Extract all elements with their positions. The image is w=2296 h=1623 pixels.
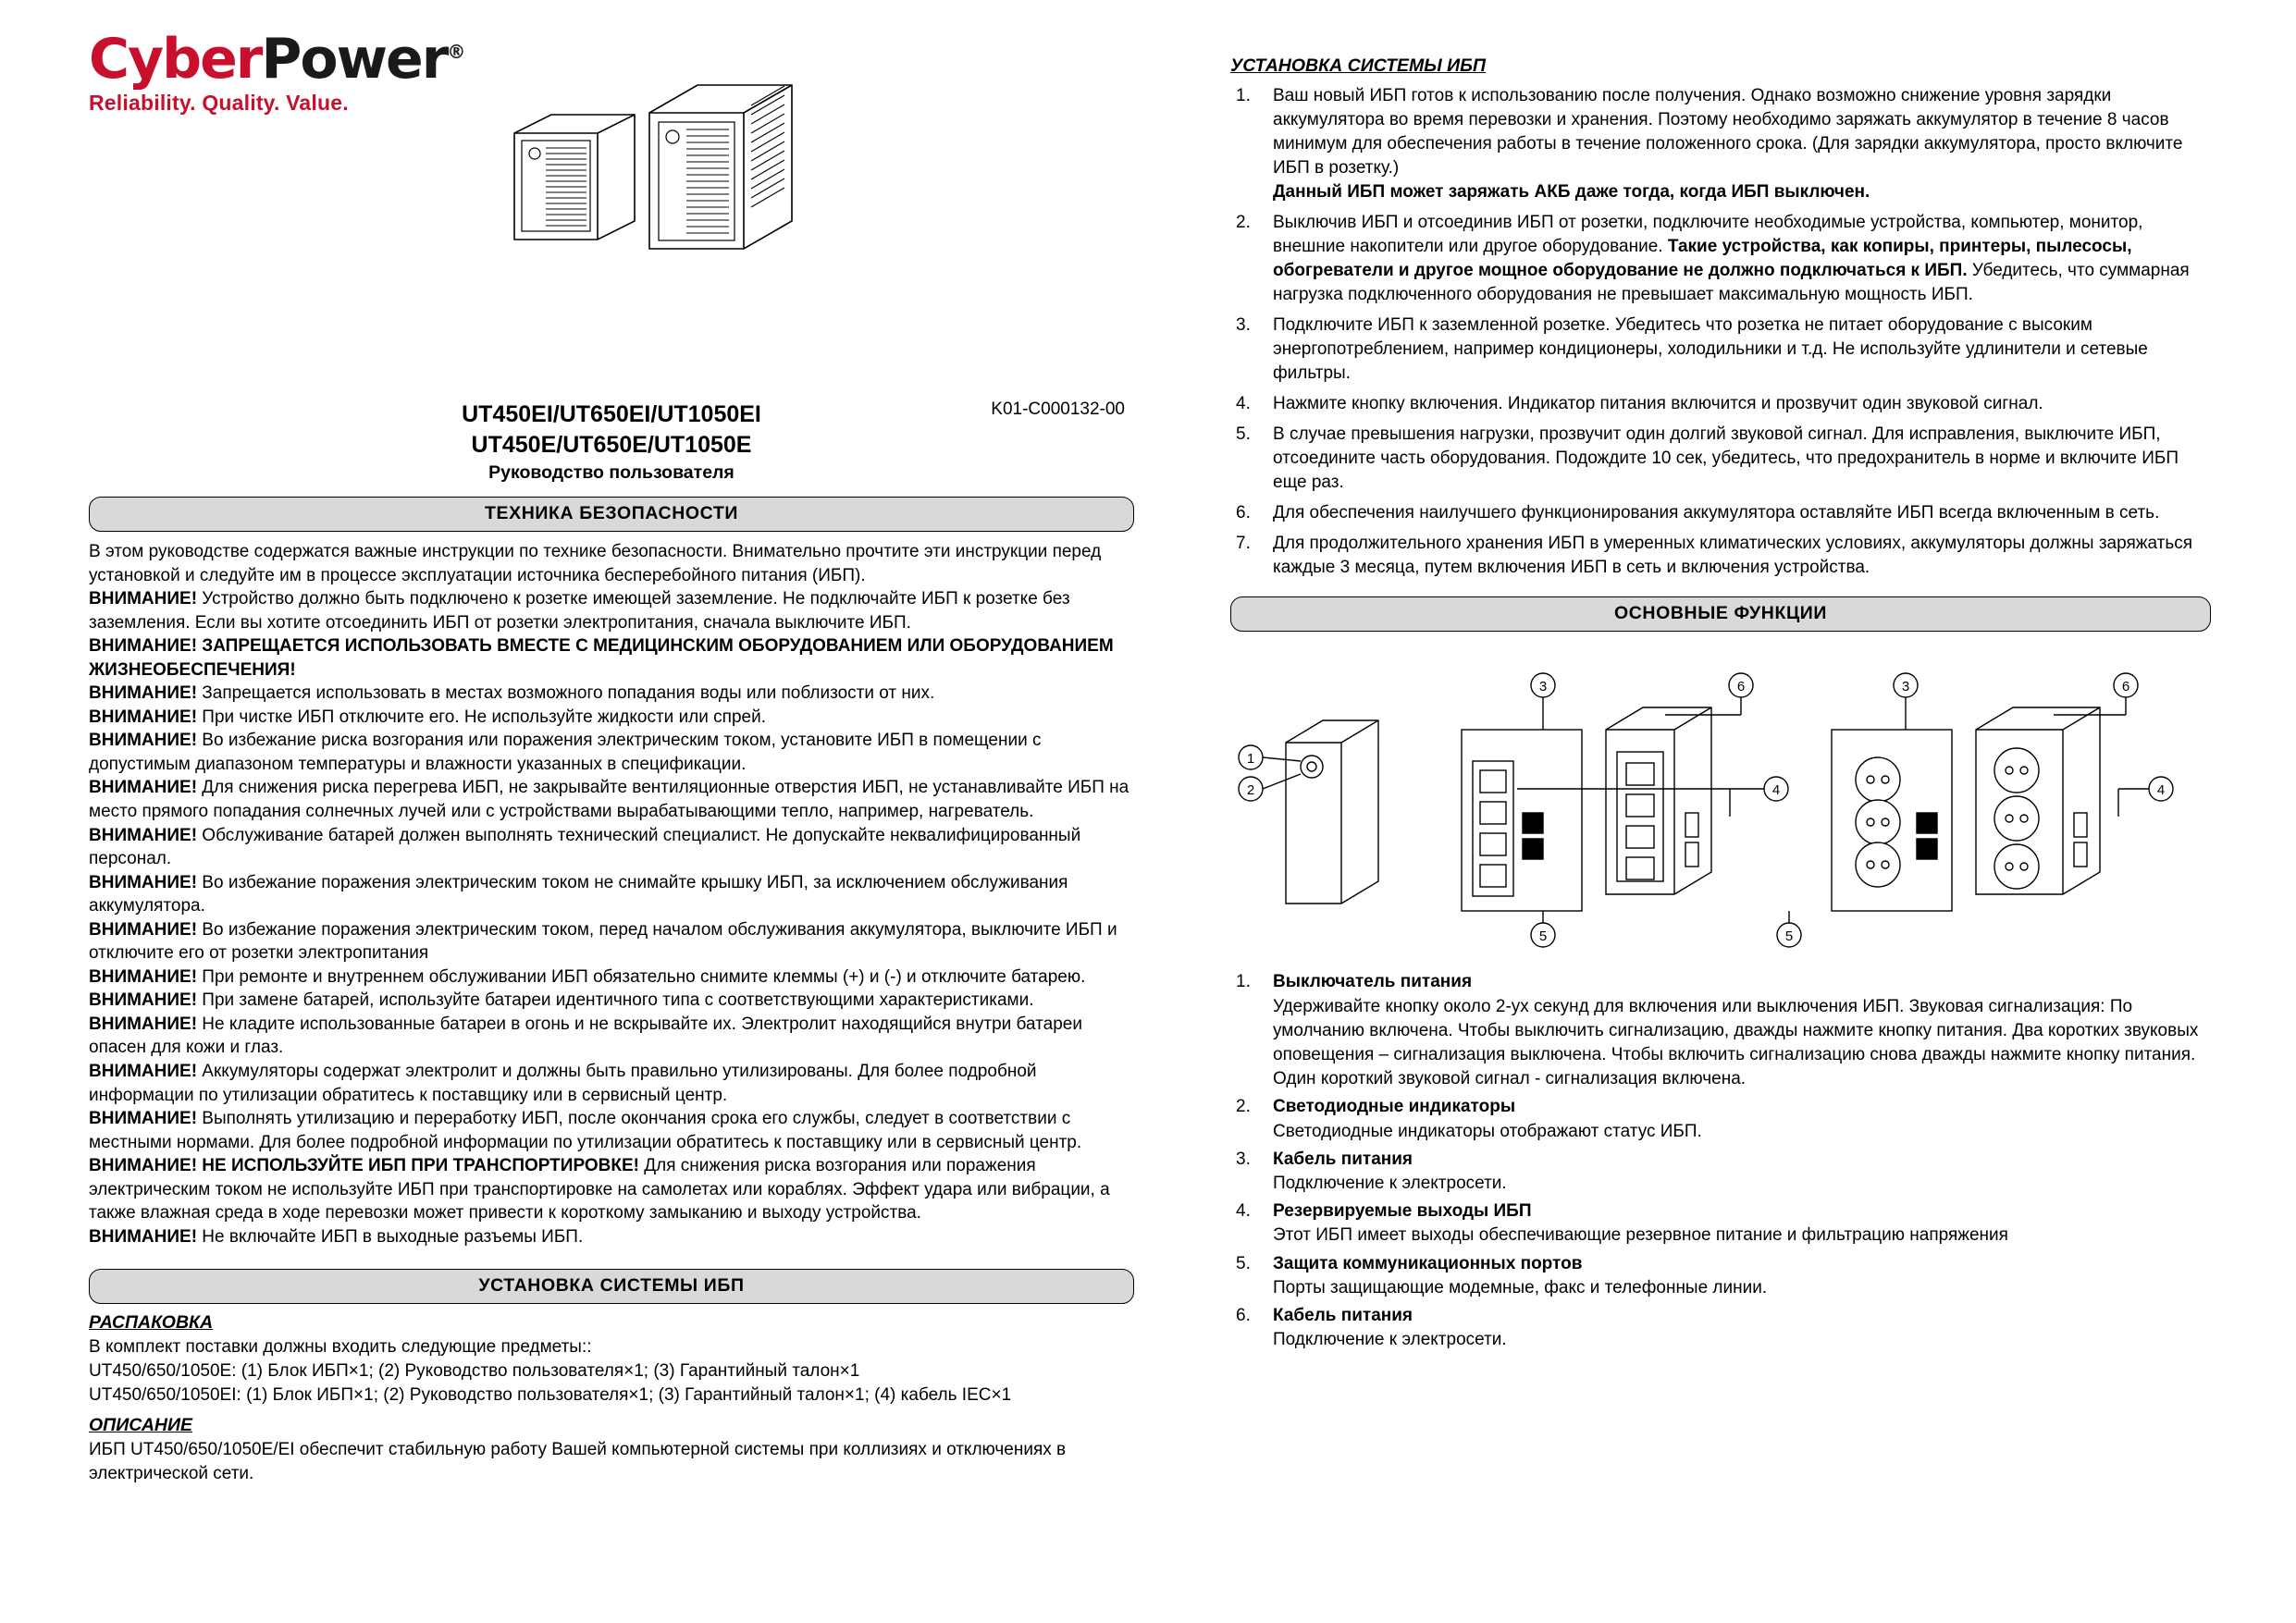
safety-paragraph-13	[89, 1013, 1134, 1060]
list-item	[1230, 1252, 2211, 1300]
feature-title: Светодиодные индикаторы	[1273, 1097, 1516, 1117]
safety-paragraph-16	[89, 1154, 1134, 1225]
safety-paragraph-15	[89, 1107, 1134, 1154]
svg-text:6: 6	[1736, 679, 1746, 695]
svg-text:4: 4	[2156, 782, 2166, 799]
step-text: Подключите ИБП к заземленной розетке. Убедитесь что розетка не питает оборудование с высоким энергопотреблением, например кондиционеры, холодильники и т.д. Не используйте удлинители и сетевые фильтры.	[1273, 315, 2148, 384]
safety-paragraph-3: ВНИМАНИЕ! ЗАПРЕЩАЕТСЯ ИСПОЛЬЗОВАТЬ ВМЕСТЕ С МЕДИЦИНСКИМ ОБОРУДОВАНИЕМ ИЛИ ОБОРУДОВАНИЕМ ЖИЗНЕОБЕСПЕЧЕНИЯ!	[89, 636, 1114, 680]
safety-paragraph-2-text: Устройство должно быть подключено к розетке имеющей заземление. Не подключайте ИБП к розетке без заземления. Если вы хотите отсоединить ИБП от розетки электропитания, сначала выключите ИБП.	[89, 589, 1070, 633]
step-text: В случае превышения нагрузки, прозвучит один долгий звуковой сигнал. Для исправления, выключите ИБП, отсоедините часть оборудования. Подождите 10 сек, убедитесь, что предохранитель в норме и включите ИБП еще раз.	[1273, 424, 2179, 493]
safety-paragraph-10	[89, 918, 1134, 965]
warning-label: ВНИМАНИЕ!	[89, 1062, 198, 1082]
feature-body: Порты защищающие модемные, факс и телефонные линии.	[1273, 1277, 1768, 1297]
ups-panels-diagram	[1230, 641, 2211, 965]
feature-body: Светодиодные индикаторы отображают статус ИБП.	[1273, 1121, 1702, 1141]
safety-paragraph-7	[89, 776, 1134, 823]
safety-paragraph-4	[89, 682, 1134, 706]
safety-paragraph-11	[89, 965, 1134, 990]
feature-number: 6.	[1236, 1306, 1251, 1326]
safety-text-block	[89, 540, 1134, 1248]
feature-number: 2.	[1236, 1097, 1251, 1117]
safety-paragraph-17-text: Не включайте ИБП в выходные разъемы ИБП.	[197, 1226, 584, 1247]
left-column	[89, 27, 1134, 1485]
section-header-installation-right: УСТАНОВКА СИСТЕМЫ ИБП	[1230, 55, 1486, 76]
unpacking-list-e: UT450/650/1050E: (1) Блок ИБП×1; (2) Руководство пользователя×1; (3) Гарантийный талон×1	[89, 1360, 860, 1381]
unpacking-list-ei: UT450/650/1050EI: (1) Блок ИБП×1; (2) Руководство пользователя×1; (3) Гарантийный талон×1; (4) кабель IEC×1	[89, 1384, 1012, 1405]
step-number: 4.	[1236, 394, 1251, 414]
step-bold-mid: Такие устройства, как копиры, принтеры, пылесосы, обогреватели и другое мощное оборудование не должно подключаться к ИБП.	[1273, 237, 2132, 281]
safety-paragraph-8	[89, 824, 1134, 871]
feature-title: Кабель питания	[1273, 1306, 1413, 1326]
warning-label: ВНИМАНИЕ!	[89, 919, 198, 940]
svg-text:3: 3	[1538, 679, 1548, 695]
safety-paragraph-9-text: Во избежание поражения электрическим током не снимайте крышку ИБП, за исключением обслуживания аккумулятора.	[89, 872, 1068, 916]
step-number: 3.	[1236, 315, 1251, 336]
logo-cyber-text: Cyber	[89, 27, 262, 92]
feature-number: 3.	[1236, 1149, 1251, 1169]
document-code: K01-C000132-00	[991, 400, 1125, 419]
step-text: Нажмите кнопку включения. Индикатор питания включится и прозвучит один звуковой сигнал.	[1273, 394, 2043, 414]
safety-paragraph-17	[89, 1225, 1134, 1249]
feature-body: Подключение к электросети.	[1273, 1330, 1507, 1350]
ups-product-illustration	[487, 68, 875, 300]
step-text: Для обеспечения наилучшего функционирования аккумулятора оставляйте ИБП всегда включенным в сеть.	[1273, 503, 2160, 523]
model-line-ei: UT450EI/UT650EI/UT1050EI	[462, 401, 761, 427]
warning-label: ВНИМАНИЕ!	[89, 966, 198, 987]
warning-label-transport: ВНИМАНИЕ! НЕ ИСПОЛЬЗУЙТЕ ИБП ПРИ ТРАНСПОРТИРОВКЕ!	[89, 1156, 639, 1176]
installation-steps-list	[1230, 84, 2211, 580]
logo-tagline: Reliability. Quality. Value.	[89, 91, 349, 115]
step-number: 2.	[1236, 213, 1251, 233]
step-text-2: Убедитесь, что суммарная нагрузка подключенного оборудования не превышает максимальную мощность ИБП.	[1273, 261, 2190, 305]
list-item	[1230, 532, 2211, 580]
safety-paragraph-14	[89, 1060, 1134, 1107]
subsection-unpacking: РАСПАКОВКА	[89, 1312, 214, 1334]
ups-units-drawing	[487, 68, 875, 300]
subsection-description: ОПИСАНИЕ	[89, 1415, 193, 1436]
logo-power-text: Power	[261, 27, 448, 92]
model-line-e: UT450E/UT650E/UT1050E	[471, 432, 752, 458]
warning-label: ВНИМАНИЕ!	[89, 990, 198, 1011]
safety-paragraph-6	[89, 729, 1134, 776]
safety-paragraph-1: В этом руководстве содержатся важные инструкции по технике безопасности. Внимательно прочтите эти инструкции перед установкой и следуйте им в процессе эксплуатации источника бесперебойного питания (ИБП).	[89, 542, 1102, 585]
step-number: 1.	[1236, 86, 1251, 105]
safety-paragraph-11-text: При ремонте и внутреннем обслуживании ИБП обязательно снимите клеммы (+) и (-) и отключите батарею.	[197, 966, 1086, 987]
unpacking-intro: В комплект поставки должны входить следующие предметы::	[89, 1337, 592, 1358]
step-number: 7.	[1236, 534, 1251, 554]
safety-paragraph-5-text: При чистке ИБП отключите его. Не используйте жидкости или спрей.	[197, 707, 766, 727]
list-item	[1230, 211, 2211, 307]
list-item	[1230, 423, 2211, 495]
svg-text:5: 5	[1538, 928, 1548, 945]
feature-body: Этот ИБП имеет выходы обеспечивающие резервное питание и фильтрацию напряжения	[1273, 1225, 2008, 1246]
section-header-installation-left: УСТАНОВКА СИСТЕМЫ ИБП	[89, 1269, 1134, 1304]
warning-label: ВНИМАНИЕ!	[89, 1109, 198, 1129]
warning-label: ВНИМАНИЕ!	[89, 1226, 198, 1247]
list-item	[1230, 501, 2211, 525]
manual-subtitle: Руководство пользователя	[488, 462, 734, 483]
step-text: Выключив ИБП и отсоединив ИБП от розетки, подключите необходимые устройства, компьютер, монитор, внешние накопители или другое оборудование.	[1273, 213, 2143, 257]
safety-paragraph-6-text: Во избежание риска возгорания или поражения электрическим током, установите ИБП в помещении с допустимым диапазоном температуры и влажности указанных в спецификации.	[89, 731, 1042, 774]
list-item	[1230, 1095, 2211, 1143]
safety-paragraph-9	[89, 871, 1134, 918]
warning-label: ВНИМАНИЕ!	[89, 731, 198, 751]
warning-label: ВНИМАНИЕ!	[89, 707, 198, 727]
svg-text:6: 6	[2121, 679, 2130, 695]
safety-paragraph-5	[89, 706, 1134, 730]
description-text	[89, 1438, 1134, 1485]
step-text: Ваш новый ИБП готов к использованию после получения. Однако возможно снижение уровня зарядки аккумулятора во время перевозки и хранения. Поэтому необходимо заряжать аккумулятор в течение 8 часов минимум для обеспечения работы в течение положенного срока. (Для зарядки аккумулятора, просто включите ИБП в розетку.)	[1273, 86, 2183, 178]
safety-paragraph-15-text: Выполнять утилизацию и переработку ИБП, после окончания срока его службы, следует в соответствии с местными нормами. Для более подробной информации по утилизации обратитесь к поставщику или в сервисный центр.	[89, 1109, 1082, 1152]
safety-paragraph-12-text: При замене батарей, используйте батареи идентичного типа с соответствующими характеристиками.	[197, 990, 1034, 1011]
warning-label: ВНИМАНИЕ!	[89, 1014, 198, 1034]
safety-paragraph-2	[89, 587, 1134, 634]
registered-mark-icon: ®	[447, 41, 464, 63]
feature-title: Кабель питания	[1273, 1149, 1413, 1169]
safety-paragraph-16-text: Для снижения риска возгорания или поражения электрическим током не используйте ИБП при транспортировке на самолетах или кораблях. Эффект удара или вибрации, а также влажная среда в ходе перевозки может привести к короткому замыканию и выходу устройства.	[89, 1156, 1110, 1223]
safety-paragraph-14-text: Аккумуляторы содержат электролит и должны быть правильно утилизированы. Для более подробной информации по утилизации обратитесь к поставщику или в сервисный центр.	[89, 1062, 1037, 1105]
right-column	[1230, 55, 2211, 1357]
step-number: 6.	[1236, 503, 1251, 523]
functions-list	[1230, 970, 2211, 1352]
feature-number: 5.	[1236, 1253, 1251, 1273]
step-number: 5.	[1236, 424, 1251, 445]
list-item	[1230, 84, 2211, 204]
warning-label: ВНИМАНИЕ!	[89, 589, 198, 609]
svg-text:1: 1	[1246, 751, 1255, 768]
svg-text:2: 2	[1246, 782, 1255, 799]
feature-body: Удерживайте кнопку около 2-ух секунд для включения или выключения ИБП. Звуковая сигнализация: По умолчанию включена. Чтобы выключить сигнализацию, дважды нажмите кнопку питания. Два коротких звуковых оповещения – сигнализация выключена. Чтобы включить сигнализацию снова дважды нажмите кнопку питания. Один короткий звуковой сигнал - сигнализация включена.	[1273, 996, 2199, 1089]
list-item	[1230, 1148, 2211, 1196]
warning-label: ВНИМАНИЕ!	[89, 825, 198, 845]
step-bold-note: Данный ИБП может заряжать АКБ даже тогда, когда ИБП выключен.	[1273, 182, 1870, 203]
list-item	[1230, 392, 2211, 416]
model-names	[89, 400, 1134, 461]
section-header-safety: ТЕХНИКА БЕЗОПАСНОСТИ	[89, 497, 1134, 532]
feature-body: Подключение к электросети.	[1273, 1174, 1507, 1194]
svg-text:5: 5	[1784, 928, 1794, 945]
safety-paragraph-13-text: Не кладите использованные батареи в огонь и не вскрывайте их. Электролит находящийся внутри батареи опасен для кожи и глаз.	[89, 1014, 1082, 1058]
warning-label: ВНИМАНИЕ!	[89, 778, 198, 798]
feature-number: 4.	[1236, 1201, 1251, 1222]
safety-paragraph-4-text: Запрещается использовать в местах возможного попадания воды или поблизости от них.	[197, 683, 935, 704]
section-header-main-functions: ОСНОВНЫЕ ФУНКЦИИ	[1230, 596, 2211, 632]
feature-number: 1.	[1236, 972, 1251, 992]
list-item	[1230, 1199, 2211, 1248]
safety-paragraph-7-text: Для снижения риска перегрева ИБП, не закрывайте вентиляционные отверстия ИБП, не устанавливайте ИБП на место прямого попадания солнечных лучей или с устройствами вырабатывающими тепло, например, нагреватель.	[89, 778, 1129, 822]
description-paragraph: ИБП UT450/650/1050E/EI обеспечит стабильную работу Вашей компьютерной системы при коллизиях и отключениях в электрической сети.	[89, 1440, 1067, 1483]
svg-text:3: 3	[1901, 679, 1910, 695]
safety-paragraph-10-text: Во избежание поражения электрическим током, перед началом обслуживания аккумулятора, выключите ИБП и отключите его от розетки электропитания	[89, 919, 1117, 964]
warning-label: ВНИМАНИЕ!	[89, 872, 198, 892]
feature-title: Резервируемые выходы ИБП	[1273, 1201, 1532, 1222]
safety-paragraph-12	[89, 989, 1134, 1013]
step-text: Для продолжительного хранения ИБП в умеренных климатических условиях, аккумуляторы должны заряжаться каждые 3 месяца, путем включения ИБП в сеть и включения устройства.	[1273, 534, 2193, 578]
list-item	[1230, 314, 2211, 386]
feature-title: Защита коммуникационных портов	[1273, 1253, 1583, 1273]
panels-drawing	[1230, 641, 2211, 965]
safety-paragraph-8-text: Обслуживание батарей должен выполнять технический специалист. Не допускайте неквалифицированный персонал.	[89, 825, 1081, 869]
unpacking-text	[89, 1335, 1134, 1407]
feature-title: Выключатель питания	[1273, 972, 1473, 992]
list-item	[1230, 970, 2211, 1091]
svg-text:4: 4	[1771, 782, 1781, 799]
list-item	[1230, 1304, 2211, 1352]
warning-label: ВНИМАНИЕ!	[89, 683, 198, 704]
